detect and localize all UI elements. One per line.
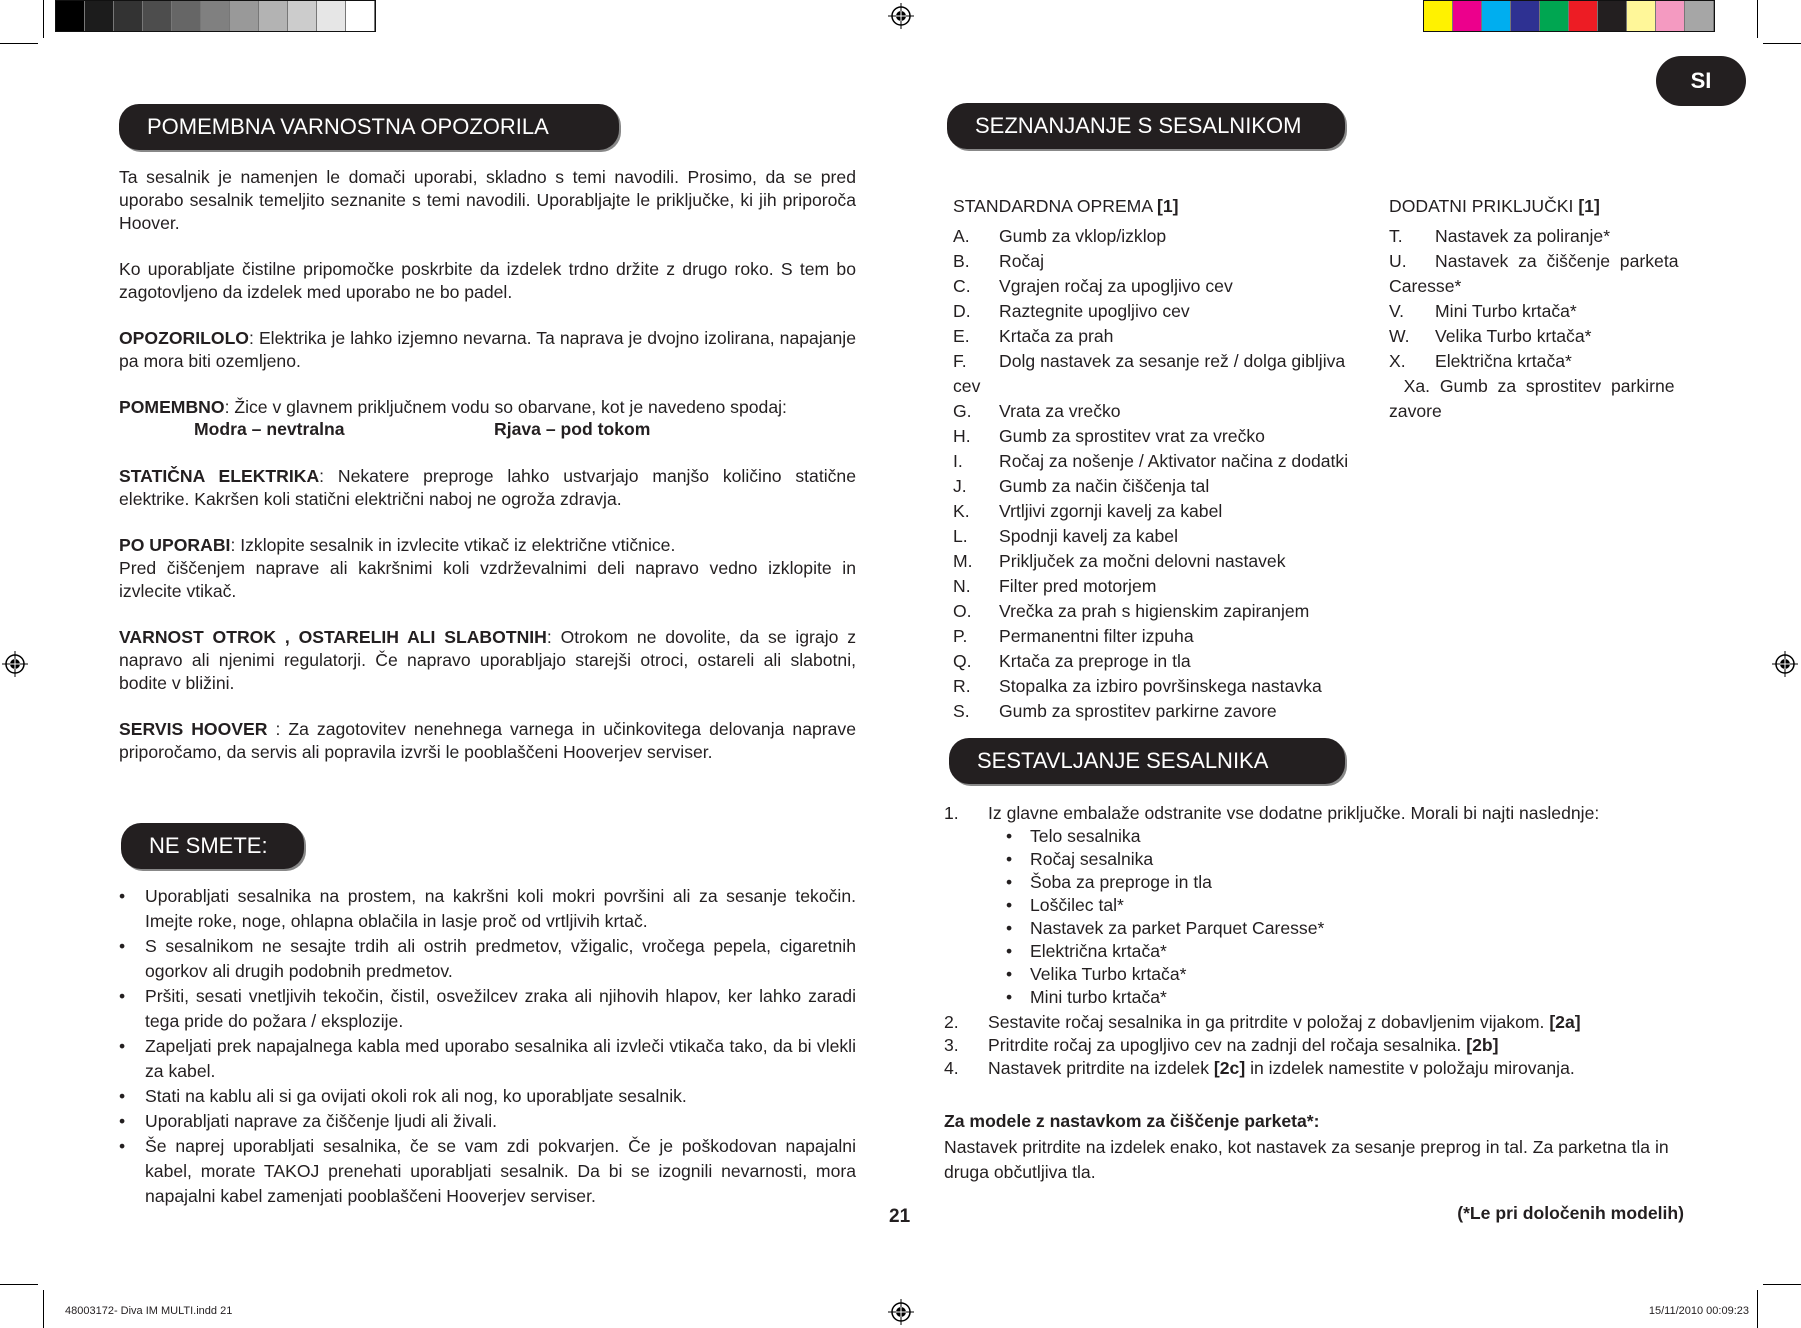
list-item: • Ročaj sesalnika (944, 848, 1689, 871)
crop-mark (1757, 1290, 1758, 1328)
list-item (953, 224, 1393, 249)
item-text: Priključek za močni delovni nastavek (999, 551, 1286, 571)
section-title: NE SMETE: (149, 833, 268, 858)
item-text: Dolg nastavek za sesanje rež / dolga gibljiva (999, 351, 1346, 371)
list-item (1389, 349, 1694, 374)
item-text: Velika Turbo krtača* (1435, 326, 1592, 346)
item-text: Ročaj za nošenje / Aktivator načina z dodatki (999, 451, 1349, 471)
item-letter: G. (953, 401, 972, 421)
list-item (953, 574, 1393, 599)
process-color-bar (1423, 0, 1715, 32)
list-item: • Pršiti, sesati vnetljivih tekočin, čistil, osvežilcev zraka ali njihovih hlapov, ker lahko zaradi tega pride do požara / eksplozije. (119, 984, 856, 1034)
list-item (953, 299, 1393, 324)
registration-mark-icon (888, 1299, 914, 1325)
item-text: Stopalka za izbiro površinskega nastavka (999, 676, 1322, 696)
list-item: • Loščilec tal* (944, 894, 1689, 917)
list-item (953, 499, 1393, 524)
item-text: Nastavek za poliranje* (1435, 226, 1611, 246)
item-text: Gumb za način čiščenja tal (999, 476, 1210, 496)
registration-mark-icon (2, 651, 28, 677)
service-paragraph: SERVIS HOOVER : Za zagotovitev nenehnega varnega in učinkovitega delovanja naprave priporočamo, da servis ali popravila izvrši le pooblaščeni Hooverjev serviser. (119, 719, 856, 762)
item-letter: V. (1389, 301, 1405, 321)
language-tab (1656, 56, 1746, 106)
list-item: • Šoba za preproge in tla (944, 871, 1689, 894)
section-title: SESTAVLJANJE SESALNIKA (977, 748, 1269, 773)
color-swatch (1511, 1, 1540, 31)
service-label: SERVIS HOOVER (119, 719, 268, 739)
crop-mark (1757, 0, 1758, 38)
color-swatch (1482, 1, 1511, 31)
list-item: • Nastavek za parket Parquet Caresse* (944, 917, 1689, 940)
list-item: • Uporabljati sesalnika na prostem, na kakršni koli mokri površini ali za sesanje tekočin. Imejte roke, noge, ohlapna oblačila in lasje proč od vrtljivih krtač. (119, 884, 856, 934)
color-swatch (1627, 1, 1656, 31)
accessory-grip-paragraph: Ko uporabljate čistilne pripomočke poskrbite da izdelek trdno držite z drugo roko. S tem bo zagotovljeno da izdelek med uporabo ne bo padel. (119, 259, 856, 302)
list-item (953, 649, 1393, 674)
color-swatch (1540, 1, 1569, 31)
item-text: cev (953, 376, 981, 396)
crop-mark (0, 43, 38, 44)
list-item (953, 274, 1393, 299)
color-swatch (143, 1, 172, 31)
important-label: POMEMBNO (119, 397, 225, 417)
list-item: • Še naprej uporabljati sesalnika, če se vam zdi pokvarjen. Če je poškodovan napajalni kabel, morate TAKOJ prenehati uporabljati sesalnik. Da bi se izognili nevarnosti, mora napajalni kabel zamenjati pooblaščeni Hooverjev serviser. (119, 1134, 856, 1209)
footer-file: 48003172- Diva IM MULTI.indd 21 (65, 1305, 233, 1317)
section-title: POMEMBNA VARNOSTNA OPOZORILA (147, 114, 549, 139)
item-text: Permanentni filter izpuha (999, 626, 1194, 646)
section-header-do-not (121, 823, 304, 869)
color-swatch (259, 1, 288, 31)
list-item (1389, 224, 1694, 249)
item-letter: R. (953, 676, 971, 696)
item-letter: D. (953, 301, 971, 321)
item-letter: W. (1389, 326, 1410, 346)
item-letter: A. (953, 226, 970, 246)
parquet-text: Nastavek pritrdite na izdelek enako, kot nastavek za sesanje preprog in tal. Za parketna tla in druga občutljiva tla. (944, 1137, 1669, 1182)
do-not-list (119, 884, 856, 1209)
crop-mark (1763, 43, 1801, 44)
section-header-safety (119, 104, 619, 150)
after-use-paragraph: PO UPORABI: Izklopite sesalnik in izvlecite vtikač iz električne vtičnice. Pred čiščenjem naprave ali kakršnimi koli vzdrževalnimi deli napravo vedno izklopite in izvlecite vtikač. (119, 535, 856, 601)
list-item (953, 349, 1393, 374)
item-letter: M. (953, 551, 973, 571)
crop-mark (43, 0, 44, 38)
item-text: Gumb za sprostitev parkirne zavore (999, 701, 1277, 721)
item-letter: N. (953, 576, 971, 596)
color-swatch (346, 1, 375, 31)
color-swatch (201, 1, 230, 31)
assembly-steps (944, 802, 1689, 1080)
list-item: • Uporabljati naprave za čiščenje ljudi ali živali. (119, 1109, 856, 1134)
list-item (953, 324, 1393, 349)
item-text: Električna krtača* (1435, 351, 1572, 371)
list-item: • Mini turbo krtača* (944, 986, 1689, 1009)
list-item (953, 399, 1393, 424)
optional-accessories-list (1389, 224, 1694, 424)
after-use-label: PO UPORABI (119, 535, 231, 555)
assembly-step: 4. Nastavek pritrdite na izdelek [2c] in izdelek namestite v položaju mirovanja. (944, 1058, 1575, 1078)
item-letter: E. (953, 326, 970, 346)
list-item (953, 674, 1393, 699)
item-text: Filter pred motorjem (999, 576, 1157, 596)
list-item: • S sesalnikom ne sesajte trdih ali ostrih predmetov, vžigalic, vročega pepela, cigaretnih ogorkov ali drugih podobnih predmetov. (119, 934, 856, 984)
item-letter: S. (953, 701, 970, 721)
item-letter: F. (953, 351, 967, 371)
page-number: 21 (889, 1206, 911, 1227)
static-label: STATIČNA ELEKTRIKA (119, 466, 320, 486)
item-text: zavore (1389, 401, 1442, 421)
item-letter: K. (953, 501, 970, 521)
item-text: Mini Turbo krtača* (1435, 301, 1577, 321)
item-text: Krtača za preproge in tla (999, 651, 1191, 671)
item-letter: P. (953, 626, 968, 646)
color-swatch (1569, 1, 1598, 31)
item-letter: T. (1389, 226, 1403, 246)
color-swatch (1453, 1, 1482, 31)
item-letter: L. (953, 526, 968, 546)
list-item: • Zapeljati prek napajalnega kabla med uporabo sesalnika ali izvleči vtikača tako, da bi vlekli za kabel. (119, 1034, 856, 1084)
footer-date: 15/11/2010 00:09:23 (1648, 1305, 1749, 1317)
list-item (1389, 274, 1694, 299)
crop-mark (1763, 1284, 1801, 1285)
list-item: • Velika Turbo krtača* (944, 963, 1689, 986)
list-item (953, 374, 1393, 399)
item-letter: C. (953, 276, 971, 296)
wire-live: Rjava – pod tokom (494, 419, 651, 439)
item-text: Vrtljivi zgornji kavelj za kabel (999, 501, 1223, 521)
item-letter: B. (953, 251, 970, 271)
registration-mark-icon (1772, 651, 1798, 677)
section-title: SEZNANJANJE S SESALNIKOM (975, 113, 1302, 138)
color-swatch (288, 1, 317, 31)
list-item: • Telo sesalnika (944, 825, 1689, 848)
item-letter: I. (953, 451, 963, 471)
child-safety-paragraph: VARNOST OTROK , OSTARELIH ALI SLABOTNIH: Otrokom ne dovolite, da se igrajo z napravo ali njenimi regulatorji. Če napravo uporabljajo starejši otroci, ostareli ali slabotni, bodite v bližini. (119, 627, 857, 693)
section-header-introduction (947, 103, 1345, 149)
list-item (953, 524, 1393, 549)
optional-accessories-title: DODATNI PRIKLJUČKI [1] (1389, 196, 1600, 216)
section-header-assembly (949, 738, 1345, 784)
item-text: Vrečka za prah s higienskim zapiranjem (999, 601, 1310, 621)
item-letter: J. (953, 476, 967, 496)
color-swatch (85, 1, 114, 31)
assembly-step: 3. Pritrdite ročaj za upogljivo cev na zadnji del ročaja sesalnika. [2b] (944, 1035, 1499, 1055)
warning-label: OPOZORILOLO (119, 328, 249, 348)
child-safety-label: VARNOST OTROK , OSTARELIH ALI SLABOTNIH (119, 627, 547, 647)
registration-mark-icon (888, 3, 914, 29)
assembly-step: 1. Iz glavne embalaže odstranite vse dodatne priključke. Morali bi najti naslednje: (944, 803, 1600, 823)
color-swatch (1685, 1, 1714, 31)
item-letter: O. (953, 601, 972, 621)
item-text: Gumb za vklop/izklop (999, 226, 1167, 246)
item-text: Caresse* (1389, 276, 1462, 296)
grayscale-color-bar (55, 0, 376, 32)
item-letter: X. (1389, 351, 1406, 371)
warning-paragraph: OPOZORILOLO: Elektrika je lahko izjemno nevarna. Ta naprava je dvojno izolirana, napajanje pa mora biti ozemljeno. (119, 328, 856, 371)
standard-equipment-title: STANDARDNA OPREMA [1] (953, 196, 1179, 216)
color-swatch (1424, 1, 1453, 31)
assembly-step: 2. Sestavite ročaj sesalnika in ga pritrdite v položaj z dobavljenim vijakom. [2a] (944, 1012, 1581, 1032)
list-item (953, 549, 1393, 574)
list-item: • Stati na kablu ali si ga ovijati okoli rok ali nog, ko uporabljate sesalnik. (119, 1084, 856, 1109)
item-letter: U. (1389, 251, 1407, 271)
standard-equipment-list (953, 224, 1393, 724)
important-paragraph: POMEMBNO: Žice v glavnem priključnem vodu so obarvane, kot je navedeno spodaj: (119, 397, 787, 417)
list-item: • Električna krtača* (944, 940, 1689, 963)
list-item (953, 474, 1393, 499)
list-item (1389, 299, 1694, 324)
color-swatch (56, 1, 85, 31)
list-item (953, 599, 1393, 624)
list-item (953, 424, 1393, 449)
item-letter: H. (953, 426, 971, 446)
item-text: Vgrajen ročaj za upogljivo cev (999, 276, 1233, 296)
list-item (953, 624, 1393, 649)
list-item (1389, 399, 1694, 424)
static-paragraph: STATIČNA ELEKTRIKA: Nekatere preproge lahko ustvarjajo manjšo količino statične elektrike. Kakršen koli statični električni naboj ne ogroža zdravja. (119, 466, 856, 509)
color-swatch (230, 1, 259, 31)
list-item (953, 449, 1393, 474)
color-swatch (317, 1, 346, 31)
color-swatch (114, 1, 143, 31)
parquet-title: Za modele z nastavkom za čiščenje parketa*: (944, 1111, 1320, 1131)
color-swatch (1598, 1, 1627, 31)
item-text: Raztegnite upogljivo cev (999, 301, 1190, 321)
item-text: Spodnji kavelj za kabel (999, 526, 1178, 546)
crop-mark (0, 1284, 38, 1285)
color-swatch (172, 1, 201, 31)
list-item (1389, 374, 1694, 399)
wire-neutral: Modra – nevtralna (194, 419, 345, 439)
list-item (953, 249, 1393, 274)
intro-paragraph: Ta sesalnik je namenjen le domači uporabi, skladno s temi navodili. Prosimo, da se pred uporabo sesalnik temeljito seznanite s temi navodili. Uporabljajte le priključke, ki jih priporoča Hoover. (119, 167, 856, 233)
language-code: SI (1690, 68, 1712, 93)
item-text: Krtača za prah (999, 326, 1114, 346)
item-text: Xa. Gumb za sprostitev parkirne (1389, 376, 1675, 396)
item-text: Vrata za vrečko (999, 401, 1121, 421)
list-item (1389, 324, 1694, 349)
item-letter: Q. (953, 651, 972, 671)
list-item (953, 699, 1393, 724)
item-text: Gumb za sprostitev vrat za vrečko (999, 426, 1265, 446)
item-text: Nastavek za čiščenje parketa (1435, 251, 1679, 271)
crop-mark (43, 1290, 44, 1328)
color-swatch (1656, 1, 1685, 31)
item-text: Ročaj (999, 251, 1044, 271)
footnote: (*Le pri določenih modelih) (1457, 1203, 1684, 1223)
list-item (1389, 249, 1694, 274)
